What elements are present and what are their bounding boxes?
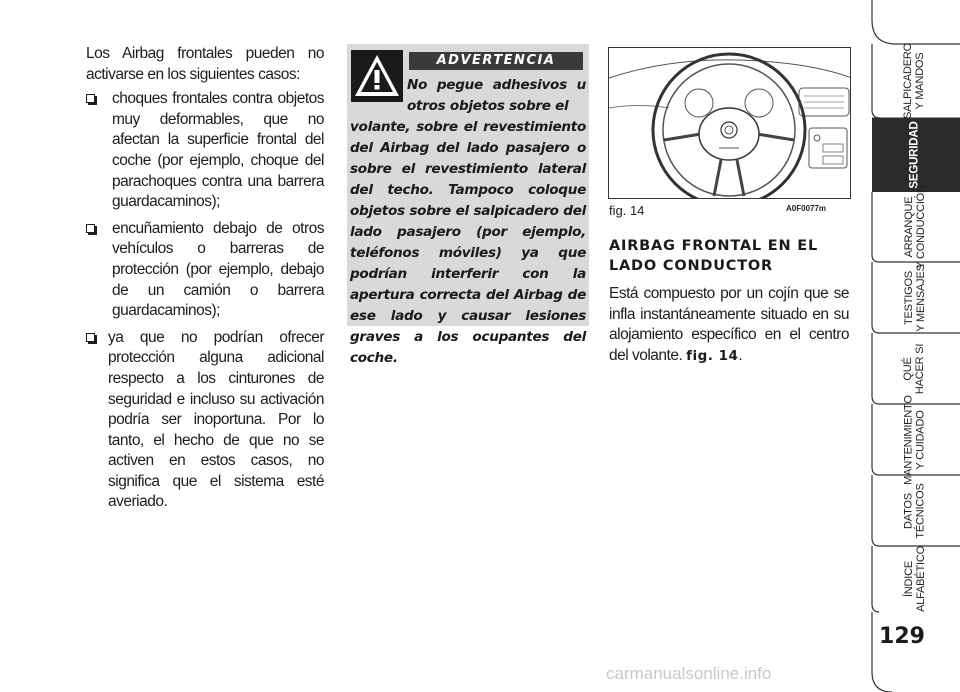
list-item: [86, 89, 324, 213]
tab-arranque-y-conduccion[interactable]: [869, 185, 960, 269]
list-item-text: encuñamiento debajo de otros vehículos o barreras de protección (por ejemplo, debajo de un camión o barrera guardacaminos);: [112, 219, 324, 320]
warning-text: [350, 75, 586, 369]
page-number: 129: [879, 624, 925, 649]
chapter-tab-strip: [869, 0, 960, 692]
tab-mantenimiento-y-cuidado[interactable]: [869, 394, 960, 485]
warning-body: volante, sobre el revestimiento del Airbag del lado pasajero o sobre el revestimiento lateral del techo. Tampoco coloque objetos sobre el salpicadero del lado pasajero (por ejemplo, teléfonos móviles) ya que podrían interferir con la apertura correcta del Airbag de ese lado y causar lesiones graves a los ocupantes del coche.: [350, 119, 586, 366]
section-body-end: .: [738, 346, 743, 364]
warning-title: ADVERTENCIA: [409, 52, 583, 70]
tab-datos-tecnicos[interactable]: [869, 475, 960, 546]
section-body: [609, 284, 849, 366]
tab-testigos-y-mensajes[interactable]: [869, 262, 960, 333]
tab-indice-alfabetico[interactable]: [869, 546, 960, 612]
steering-wheel-figure: [608, 47, 851, 199]
tab-label: SALPICADERO Y MANDOS: [902, 42, 927, 120]
list-item: [86, 219, 324, 322]
figure-caption: fig. 14: [609, 203, 645, 218]
checkbox-bullet-icon: [86, 94, 95, 103]
tab-salpicadero-y-mandos[interactable]: [869, 44, 960, 118]
tab-seguridad[interactable]: [869, 118, 960, 192]
section-heading: AIRBAG FRONTAL EN EL LADO CONDUCTOR: [609, 238, 819, 274]
tab-label: ÍNDICE ALFABÉTICO: [902, 546, 927, 612]
tab-label: DATOS TÉCNICOS: [902, 482, 927, 539]
warning-box: [347, 44, 589, 366]
watermark: carmanualsonline.info: [606, 664, 772, 683]
checkbox-bullet-icon: [86, 224, 95, 233]
tab-que-hacer-si[interactable]: [869, 333, 960, 404]
tab-label: MANTENIMIENTO Y CUIDADO: [902, 394, 927, 485]
checkbox-bullet-icon: [86, 333, 95, 342]
tab-label: SEGURIDAD: [908, 121, 921, 189]
tab-label: TESTIGOS Y MENSAJES: [902, 263, 927, 332]
warning-lead: No pegue adhesivos u otros objetos sobre el: [407, 77, 586, 114]
tab-label: ARRANQUE Y CONDUCCIÓN: [902, 185, 927, 269]
tab-label: QUÉ HACER SI: [902, 343, 927, 394]
left-column: [86, 44, 324, 519]
list-item-text: choques frontales contra objetos muy deformables, que no afectan la superficie frontal del coche (por ejemplo, choque del parachoques contra una barrera guardacaminos);: [112, 90, 324, 211]
list-item-text: ya que no podrían ofrecer protección alguna adicional respecto a los cinturones de seguridad e incluso su activación podría ser inoportuna. Por lo tanto, el hecho de que no se activen en estos casos, no significa que el sistema esté averiado.: [108, 328, 324, 511]
figure-code: A0F0077m: [786, 204, 827, 213]
list-item: [86, 328, 324, 513]
steering-wheel-illustration: [609, 48, 851, 199]
section-body-text: Está compuesto por un cojín que se infla instantáneamente situado en su alojamiento específico en el centro del volante.: [609, 285, 849, 364]
figure-reference: fig. 14: [686, 347, 739, 364]
intro-paragraph: Los Airbag frontales pueden no activarse en los siguientes casos:: [86, 45, 324, 83]
